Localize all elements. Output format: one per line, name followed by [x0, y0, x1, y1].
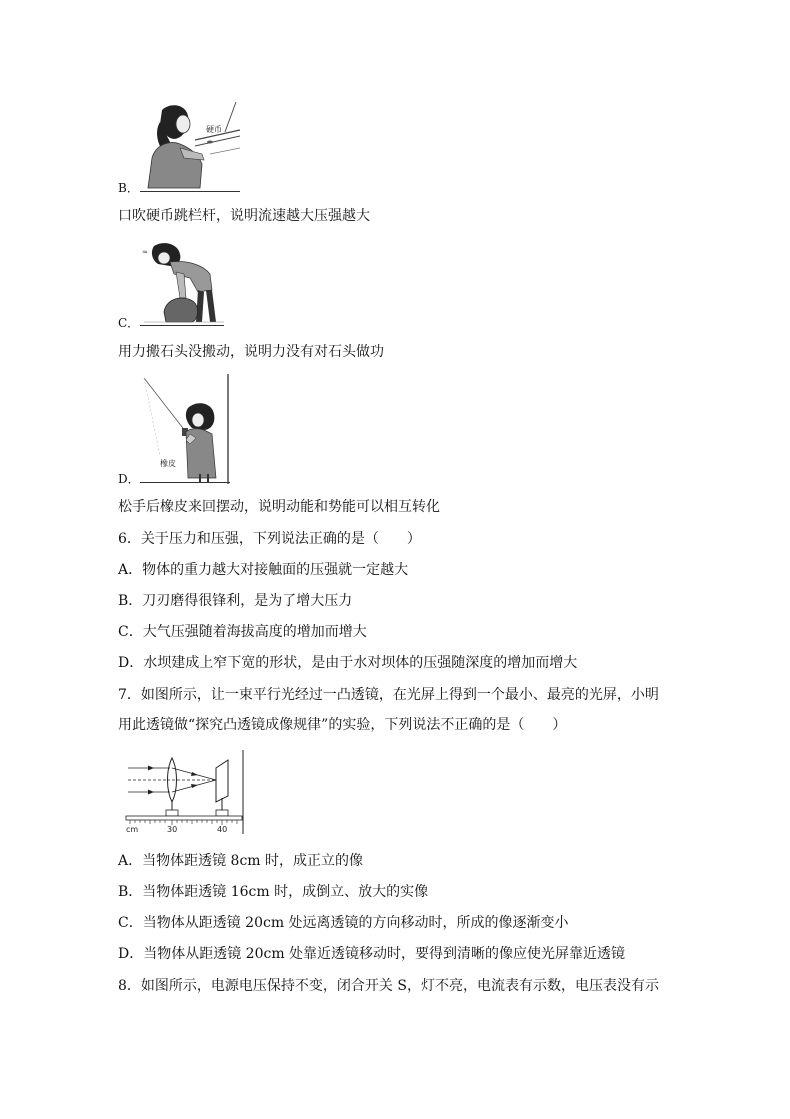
question-7-option-d: D．当物体从距透镜 20cm 处靠近透镜移动时，要得到清晰的像应使光屏靠近透镜 [118, 946, 626, 962]
option-d-label: D． [118, 472, 140, 486]
option-b-label: B． [118, 181, 139, 195]
option-b-underline [140, 191, 240, 192]
figure-lift-stone [140, 242, 224, 324]
option-c-underline [140, 325, 224, 326]
fig-label-coin: 硬币 [206, 125, 222, 134]
question-6-option-a: A．物体的重力越大对接触面的压强就一定越大 [118, 562, 409, 578]
question-6-option-b: B．刀刃磨得很锋利，是为了增大压力 [118, 593, 353, 609]
question-7-option-c: C．当物体从距透镜 20cm 处远离透镜的方向移动时，所成的像逐渐变小 [118, 915, 569, 931]
option-c-label: C． [118, 316, 140, 330]
question-8-stem-line1: 8．如图所示，电源电压保持不变，闭合开关 S，灯不亮，电流表有示数，电压表没有示 [118, 978, 659, 994]
question-7-stem-line2: 用此透镜做“探究凸透镜成像规律”的实验，下列说法不正确的是（ ） [118, 717, 567, 733]
bench-mark-30: 30 [167, 825, 178, 834]
question-6-option-d: D．水坝建成上窄下宽的形状，是由于水对坝体的压强随深度的增加而增大 [118, 655, 578, 671]
question-7-option-a: A．当物体距透镜 8cm 时，成正立的像 [118, 853, 364, 869]
question-7-option-b: B．当物体距透镜 16cm 时，成倒立、放大的实像 [118, 884, 429, 900]
bench-unit: cm [126, 825, 139, 834]
bench-mark-40: 40 [217, 825, 228, 834]
option-d-caption: 松手后橡皮来回摆动，说明动能和势能可以相互转化 [118, 499, 440, 515]
question-7-stem-line1: 7．如图所示，让一束平行光经过一凸透镜，在光屏上得到一个最小、最亮的光屏，小明 [118, 687, 659, 703]
fig-label-eraser: 橡皮 [160, 459, 176, 468]
option-c-caption: 用力搬石头没搬动，说明力没有对石头做功 [118, 344, 384, 360]
question-6-stem: 6．关于压力和压强，下列说法正确的是（ ） [118, 531, 421, 547]
figure-blow-coin [140, 102, 240, 190]
figure-eraser-pendulum [140, 374, 230, 484]
option-d-underline [140, 482, 230, 483]
option-b-caption: 口吹硬币跳栏杆，说明流速越大压强越大 [118, 208, 370, 224]
question-6-option-c: C．大气压强随着海拔高度的增加而增大 [118, 624, 367, 640]
figure-convex-lens-setup [124, 750, 248, 834]
svg-text:≈: ≈ [142, 248, 148, 256]
